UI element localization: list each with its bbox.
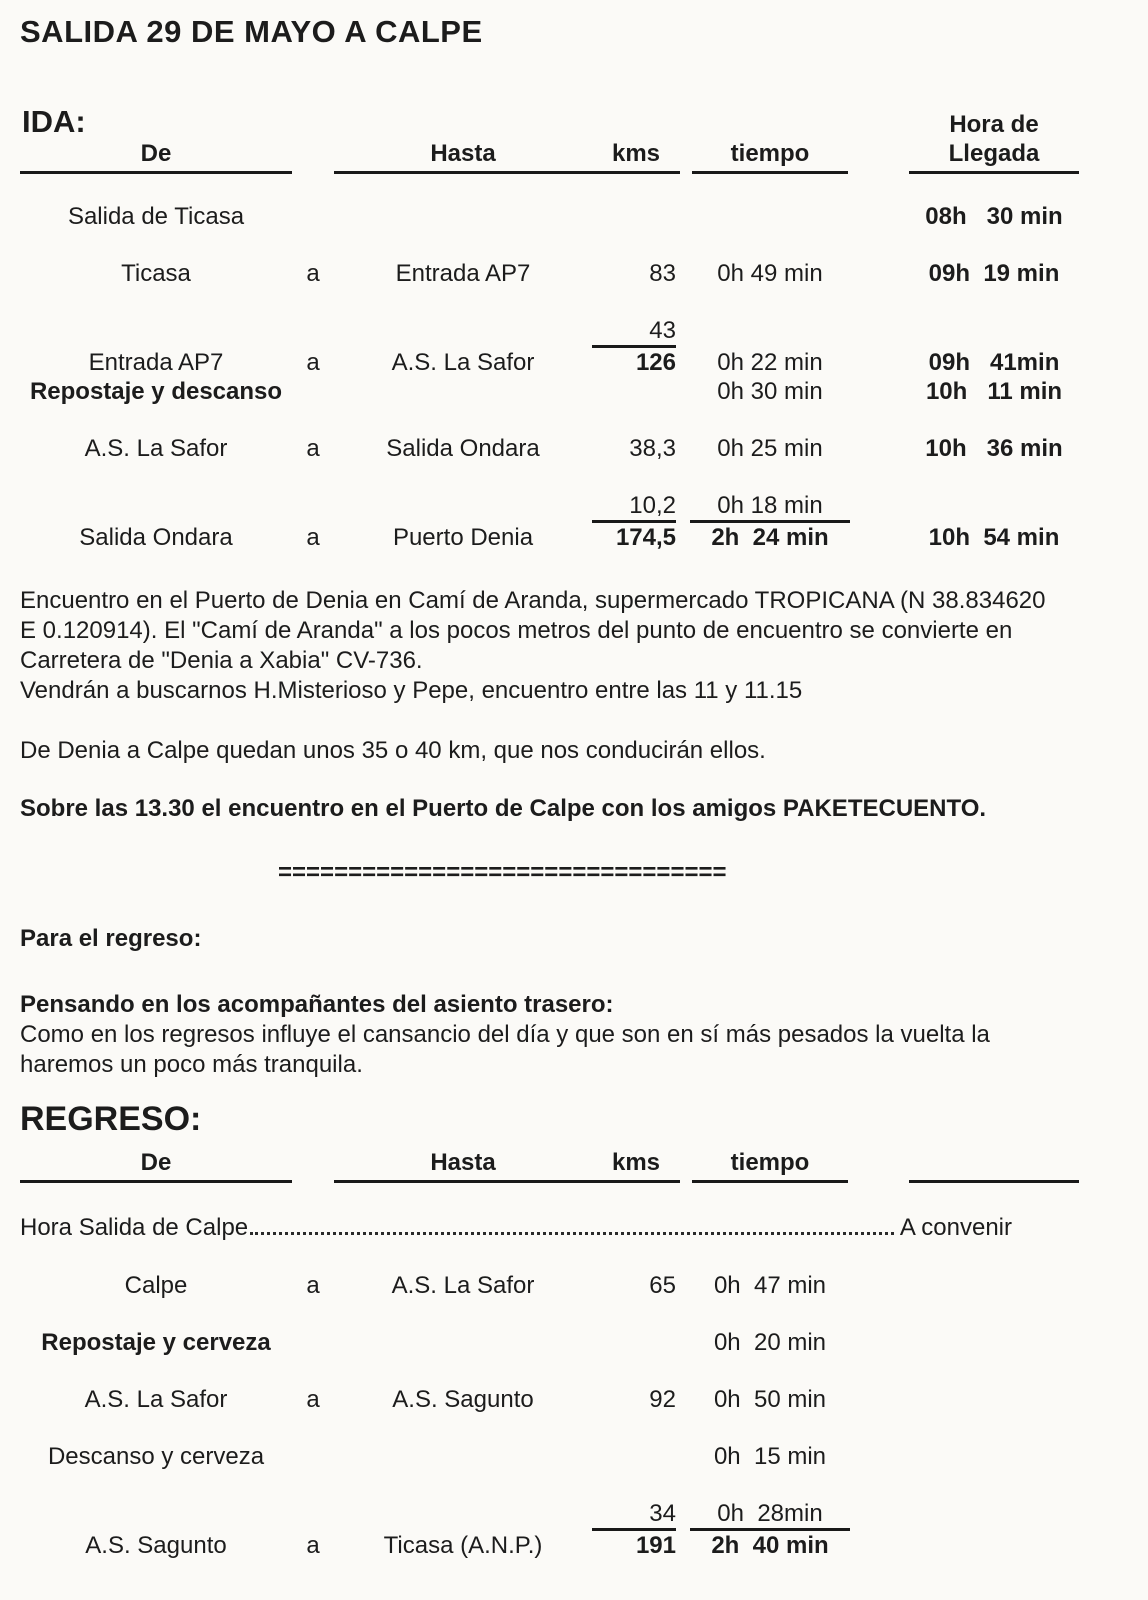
header-hora-llegada: [909, 110, 1079, 174]
a-cell: a: [306, 524, 320, 551]
header-de: De: [20, 1149, 292, 1183]
tiempo-cell: [680, 1499, 860, 1560]
header-tiempo: tiempo: [692, 1149, 848, 1183]
kms-cell: [592, 1499, 680, 1560]
hora-cell: 10h 36 min: [925, 435, 1063, 462]
hora-cell: 10h 54 min: [928, 524, 1060, 551]
header-hora-line1: Hora de: [949, 111, 1039, 138]
paragraph-line: Carretera de "Denia a Xabia" CV-736.: [20, 647, 423, 674]
a-cell: a: [306, 435, 320, 462]
header-hora-blank: [860, 1180, 1128, 1183]
kms-value: 43: [592, 316, 676, 348]
paragraph-line: Vendrán a buscarnos H.Misterioso y Pepe, encuentro entre las 11 y 11.15: [20, 677, 803, 704]
rear-seat-line: Como en los regresos influye el cansancio del día y que son en sí más pesados la vuelta la: [20, 1021, 990, 1048]
de-cell: Descanso y cerveza: [47, 1443, 265, 1470]
tiempo-cell: 0h 20 min: [713, 1329, 827, 1356]
de-cell: A.S. La Safor: [84, 1386, 228, 1413]
kms-total: 191: [635, 1532, 676, 1559]
ida-section: [20, 104, 1128, 552]
rear-seat-heading: Pensando en los acompañantes del asiento trasero:: [20, 991, 614, 1018]
de-cell: Salida Ondara: [79, 524, 233, 551]
tiempo-total: 2h 24 min: [711, 524, 829, 551]
distance-note: De Denia a Calpe quedan unos 35 o 40 km, que nos conducirán ellos.: [20, 737, 766, 764]
de-cell: Repostaje y cerveza: [41, 1329, 271, 1356]
table-row: [20, 434, 1128, 463]
dotted-leader: [250, 1232, 894, 1235]
hora-cell: 10h 11 min: [925, 378, 1063, 405]
hasta-cell: Entrada AP7: [395, 260, 531, 287]
tiempo-cell: [680, 491, 860, 552]
header-de: De: [20, 140, 292, 174]
header-hora: [860, 110, 1128, 174]
tiempo-cell: 0h 25 min: [717, 435, 823, 462]
table-row: [20, 259, 1128, 288]
hasta-cell: Puerto Denia: [392, 524, 534, 551]
tiempo-value: 0h 18 min: [690, 491, 850, 523]
rear-seat-line: haremos un poco más tranquila.: [20, 1051, 363, 1078]
kms-subtotal: 126: [635, 349, 676, 376]
equals-separator: ================================: [278, 859, 727, 886]
kms-cell: 83: [649, 260, 676, 287]
table-row: [20, 1499, 1128, 1560]
header-hora-line2: Llegada: [948, 140, 1040, 167]
a-cell: a: [306, 1386, 320, 1413]
meeting-paragraph: [20, 586, 1128, 706]
tiempo-value: 0h 22 min: [717, 349, 823, 376]
regreso-section: [20, 1100, 1128, 1560]
table-row: [20, 1271, 1128, 1300]
kms-value: 10,2: [592, 491, 676, 523]
hasta-cell: A.S. Sagunto: [392, 1386, 534, 1413]
header-tiempo: tiempo: [692, 140, 848, 174]
tiempo-cell: 0h 30 min: [717, 378, 823, 405]
paragraph-line: Encuentro en el Puerto de Denia en Camí de Aranda, supermercado TROPICANA (N 38.834620: [20, 587, 1046, 614]
salida-calpe-row: [20, 1213, 1012, 1243]
hora-cell: 08h 30 min: [925, 203, 1063, 230]
table-row: [20, 316, 1128, 377]
hasta-cell: Salida Ondara: [386, 435, 540, 462]
de-cell: Ticasa: [121, 260, 191, 287]
hora-cell: 09h 19 min: [928, 260, 1060, 287]
tiempo-cell: 0h 49 min: [717, 260, 823, 287]
tiempo-cell: 0h 15 min: [713, 1443, 827, 1470]
calpe-meeting-note: Sobre las 13.30 el encuentro en el Puerto de Calpe con los amigos PAKETECUENTO.: [20, 795, 987, 822]
tiempo-value: 0h 28min: [690, 1499, 850, 1531]
hasta-cell: A.S. La Safor: [391, 349, 535, 376]
de-cell: A.S. La Safor: [84, 435, 228, 462]
kms-cell: [592, 316, 680, 377]
kms-total: 174,5: [615, 524, 676, 551]
a-cell: a: [306, 1532, 320, 1559]
de-cell: A.S. Sagunto: [85, 1532, 227, 1559]
a-cell: a: [306, 1272, 320, 1299]
regreso-table-header: [20, 1149, 1128, 1183]
a-cell: a: [306, 349, 320, 376]
header-hasta: Hasta: [334, 1149, 592, 1183]
table-row: [20, 1442, 1128, 1471]
header-blank-line: [909, 1180, 1079, 1183]
de-cell: Calpe: [124, 1272, 188, 1299]
kms-cell: [592, 491, 680, 552]
salida-calpe-label: Hora Salida de Calpe: [20, 1214, 249, 1241]
hasta-cell: A.S. La Safor: [391, 1272, 535, 1299]
table-row: [20, 202, 1128, 231]
hasta-cell: Ticasa (A.N.P.): [383, 1532, 543, 1559]
table-row: [20, 491, 1128, 552]
regreso-heading: REGRESO:: [20, 1100, 202, 1138]
ida-table-header: [20, 110, 1128, 174]
header-kms: kms: [592, 1149, 680, 1183]
tiempo-cell: 0h 50 min: [713, 1386, 827, 1413]
regreso-intro-heading: Para el regreso:: [20, 925, 202, 952]
tiempo-cell: 0h 47 min: [713, 1272, 827, 1299]
header-hasta: Hasta: [334, 140, 592, 174]
tiempo-total: 2h 40 min: [711, 1532, 829, 1559]
ida-heading: IDA:: [22, 104, 86, 139]
salida-calpe-value: A convenir: [899, 1214, 1012, 1241]
table-row: [20, 1385, 1128, 1414]
a-cell: a: [306, 260, 320, 287]
tiempo-cell: [680, 348, 860, 377]
kms-cell: 92: [649, 1386, 676, 1413]
de-cell: Entrada AP7: [88, 349, 224, 376]
de-cell: Salida de Ticasa: [67, 203, 245, 230]
hora-cell: 09h 41min: [928, 349, 1060, 376]
kms-cell: 65: [649, 1272, 676, 1299]
de-cell: Repostaje y descanso: [29, 378, 283, 405]
table-row: [20, 1328, 1128, 1357]
kms-value: 34: [592, 1499, 676, 1531]
document-title: SALIDA 29 DE MAYO A CALPE: [20, 14, 483, 49]
header-kms: kms: [592, 140, 680, 174]
paragraph-line: E 0.120914). El "Camí de Aranda" a los pocos metros del punto de encuentro se convierte en: [20, 617, 1013, 644]
kms-cell: 38,3: [629, 435, 676, 462]
table-row: [20, 377, 1128, 406]
